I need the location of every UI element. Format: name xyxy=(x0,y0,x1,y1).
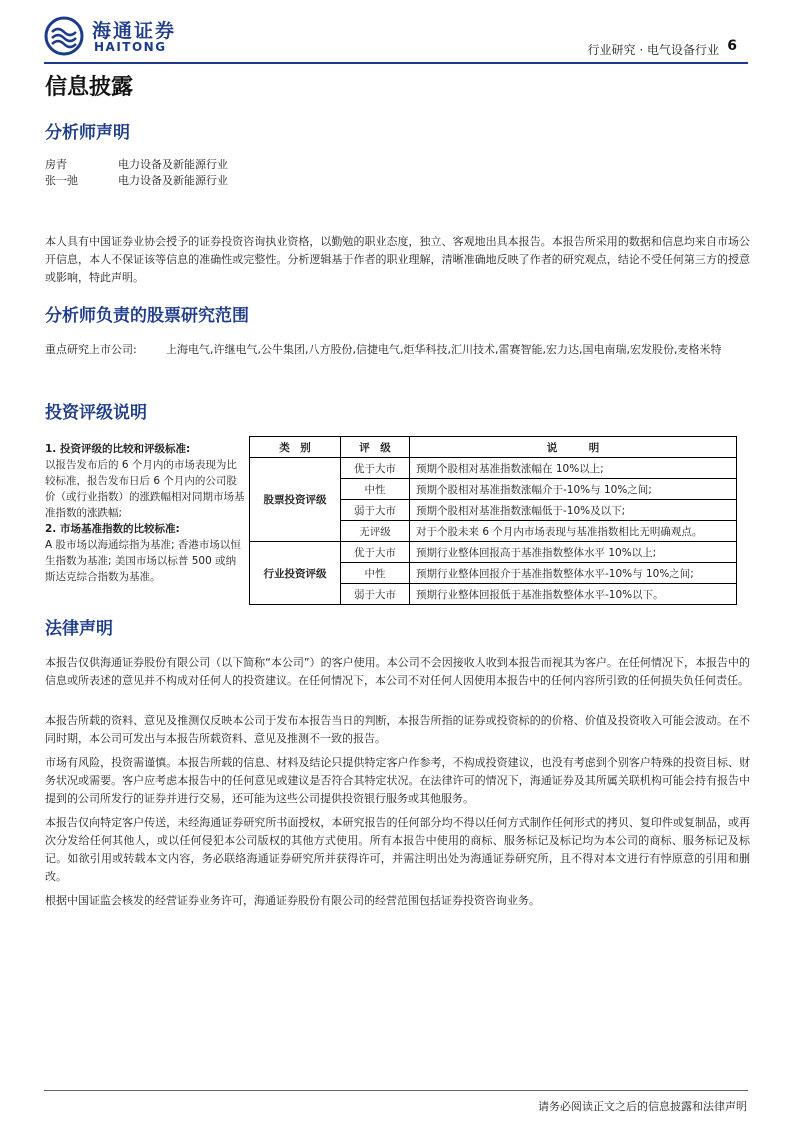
stock-rating-category: 股票投资评级 xyxy=(250,458,341,542)
rating-grade: 无评级 xyxy=(341,521,410,542)
header-divider xyxy=(44,62,748,64)
rating-table xyxy=(45,436,737,605)
analyst-name: 房青 xyxy=(45,158,67,171)
benchmark-heading: 2. 市场基准指数的比较标准: xyxy=(45,522,180,535)
rating-desc: 预期行业整体回报高于基准指数整体水平 10%以上; xyxy=(410,542,737,563)
rating-desc: 对于个股未来 6 个月内市场表现与基准指数相比无明确观点。 xyxy=(410,521,737,542)
analyst-field: 电力设备及新能源行业 xyxy=(118,158,228,171)
rating-description xyxy=(45,437,250,605)
coverage-label: 重点研究上市公司: xyxy=(45,343,137,356)
report-type: 行业研究 · 电气设备行业 xyxy=(587,43,719,57)
legal-paragraph: 本报告仅供海通证券股份有限公司（以下简称“本公司”）的客户使用。本公司不会因接收人收到本报告而视其为客户。在任何情况下，本报告中的信息或所表述的意见并不构成对任何人的投资建议。在任何情况下，本公司不对任何人因使用本报告中的任何内容所引致的任何损失负任何责任。 xyxy=(45,656,750,687)
legal-heading: 法律声明 xyxy=(45,619,113,639)
rating-desc: 预期个股相对基准指数涨幅在 10%以上; xyxy=(410,458,737,479)
rating-grade: 弱于大市 xyxy=(341,500,410,521)
column-header: 类 别 xyxy=(250,437,341,458)
industry-rating-category: 行业投资评级 xyxy=(250,542,341,605)
rating-desc: 预期行业整体回报低于基准指数整体水平-10%以下。 xyxy=(410,584,737,605)
legal-paragraph: 市场有风险，投资需谨慎。本报告所载的信息、材料及结论只提供特定客户作参考，不构成投资建议，也没有考虑到个别客户特殊的投资目标、财务状况或需要。客户应考虑本报告中的任何意见或建议是否符合其特定状况。在法律许可的情况下，海通证券及其所属关联机构可能会持有报告中提到的公司所发行的证券并进行交易，还可能为这些公司提供投资银行服务或其他服务。 xyxy=(45,756,750,805)
brand-name-en: HAITONG xyxy=(94,40,167,54)
rating-grade: 优于大市 xyxy=(341,542,410,563)
rating-grade: 中性 xyxy=(341,479,410,500)
legal-paragraph: 本报告所载的资料、意见及推测仅反映本公司于发布本报告当日的判断，本报告所指的证券或投资标的的价格、价值及投资收入可能会波动。在不同时期，本公司可发出与本报告所载资料、意见及推测不一致的报告。 xyxy=(45,714,750,745)
rating-desc: 预期个股相对基准指数涨幅低于-10%及以下; xyxy=(410,500,737,521)
analyst-statement-heading: 分析师声明 xyxy=(45,123,130,143)
rating-criteria-heading: 1. 投资评级的比较和评级标准: xyxy=(45,442,191,455)
benchmark-text: A 股市场以海通综指为基准; 香港市场以恒生指数为基准; 美国市场以标普 500 或纳斯达克综合指数为基准。 xyxy=(45,538,241,583)
column-header: 评 级 xyxy=(341,437,410,458)
rating-criteria-text: 以报告发布后的 6 个月内的市场表现为比较标准，报告发布日后 6 个月内的公司股价（或行业指数）的涨跌幅相对同期市场基准指数的涨跌幅; xyxy=(45,458,245,519)
rating-desc: 预期行业整体回报介于基准指数整体水平-10%与 10%之间; xyxy=(410,563,737,584)
haitong-logo-icon xyxy=(44,16,84,56)
coverage-heading: 分析师负责的股票研究范围 xyxy=(45,306,249,326)
coverage-companies: 上海电气,许继电气,公牛集团,八方股份,信捷电气,炬华科技,汇川技术,雷赛智能,宏力达,国电南瑞,宏发股份,麦格米特 xyxy=(166,343,722,356)
legal-paragraph: 本报告仅向特定客户传送，未经海通证券研究所书面授权，本研究报告的任何部分均不得以任何方式制作任何形式的拷贝、复印件或复制品，或再次分发给任何其他人，或以任何侵犯本公司版权的其他方式使用。所有本报告中使用的商标、服务标记及标记均为本公司的商标、服务标记及标记。如欲引用或转载本文内容，务必联络海通证券研究所并获得许可，并需注明出处为海通证券研究所，且不得对本文进行有悖原意的引用和删改。 xyxy=(45,816,750,883)
footer-note: 请务必阅读正文之后的信息披露和法律声明 xyxy=(538,1100,747,1113)
rating-grade: 优于大市 xyxy=(341,458,410,479)
rating-desc: 预期个股相对基准指数涨幅介于-10%与 10%之间; xyxy=(410,479,737,500)
legal-paragraph: 根据中国证监会核发的经营证券业务许可，海通证券股份有限公司的经营范围包括证券投资咨询业务。 xyxy=(45,894,540,907)
footer-divider xyxy=(44,1090,748,1091)
column-header: 说 明 xyxy=(410,437,737,458)
brand-name-cn: 海通证券 xyxy=(92,20,177,42)
analyst-field: 电力设备及新能源行业 xyxy=(118,174,228,187)
rating-heading: 投资评级说明 xyxy=(45,403,147,423)
analyst-name: 张一弛 xyxy=(45,174,78,187)
rating-grade: 中性 xyxy=(341,563,410,584)
analyst-statement-text: 本人具有中国证券业协会授予的证券投资咨询执业资格，以勤勉的职业态度，独立、客观地出具本报告。本报告所采用的数据和信息均来自市场公开信息，本人不保证该等信息的准确性或完整性。分析逻辑基于作者的职业理解，清晰准确地反映了作者的研究观点，结论不受任何第三方的授意或影响，特此声明。 xyxy=(45,235,750,284)
page-title: 信息披露 xyxy=(45,75,134,100)
page-number: 6 xyxy=(727,38,737,54)
rating-grade: 弱于大市 xyxy=(341,584,410,605)
